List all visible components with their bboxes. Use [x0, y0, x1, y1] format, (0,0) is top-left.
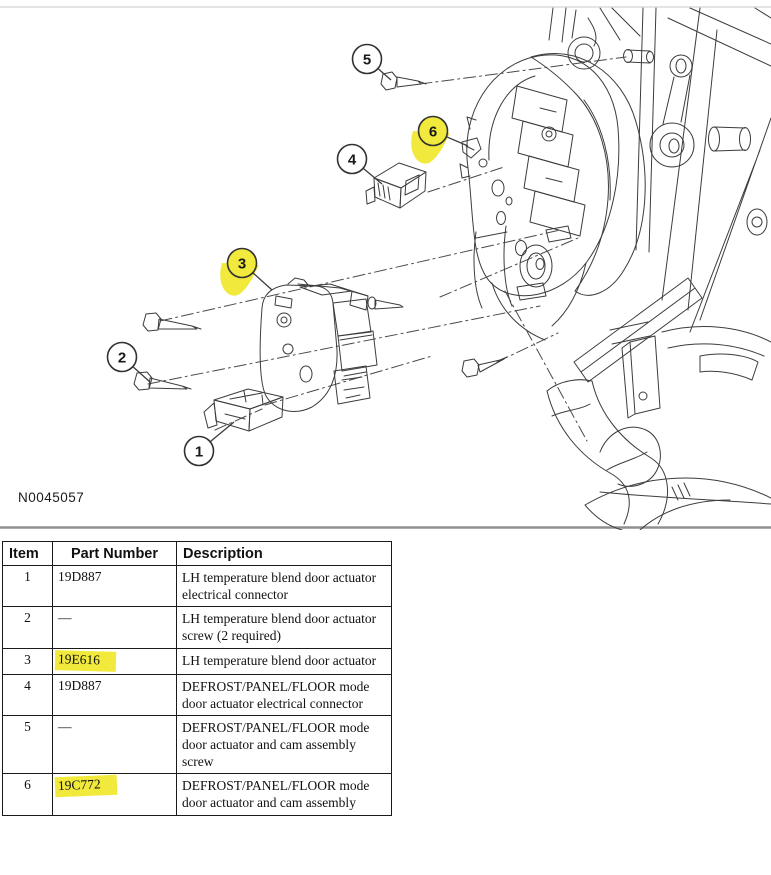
callout-leader-line: [253, 273, 272, 290]
screw-mid: [368, 297, 403, 309]
callout-3: [220, 249, 272, 296]
blend-connector: [204, 389, 283, 431]
callout-number: 3: [237, 255, 247, 273]
parts-table: [2, 541, 392, 816]
item-cell: 1: [3, 566, 53, 607]
table-row: [3, 774, 392, 815]
description-cell: DEFROST/PANEL/FLOOR mode door actuator and cam assembly screw: [177, 715, 392, 773]
table-row: [3, 648, 392, 674]
callout-leader-line: [210, 422, 234, 442]
callout-number: 5: [362, 51, 372, 69]
part-number-cell: 19D887: [53, 566, 177, 607]
callout-number: 1: [194, 443, 204, 461]
description-cell: DEFROST/PANEL/FLOOR mode door actuator and cam assembly: [177, 774, 392, 815]
callout-4: [338, 145, 383, 185]
part-number-cell: [53, 648, 177, 674]
part-number-cell: 19D887: [53, 674, 177, 715]
column-header-item: Item: [3, 542, 53, 566]
description-cell: LH temperature blend door actuator electrical connector: [177, 566, 392, 607]
table-row: [3, 715, 392, 773]
highlight-marker: 19C772: [55, 775, 118, 798]
item-cell: 4: [3, 674, 53, 715]
blend-door-actuator: [260, 278, 377, 411]
callout-2: [108, 343, 151, 383]
table-header-row: [3, 542, 392, 566]
callouts-layer: [108, 45, 469, 466]
callout-1: [185, 422, 235, 466]
figure-frame: [0, 7, 771, 528]
table-row: [3, 607, 392, 648]
description-cell: LH temperature blend door actuator: [177, 648, 392, 674]
callout-5: [353, 45, 392, 81]
part-number-cell: —: [53, 715, 177, 773]
item-cell: 6: [3, 774, 53, 815]
callout-number: 4: [347, 151, 357, 169]
callout-leader-line: [363, 168, 382, 184]
part-number-cell: [53, 774, 177, 815]
description-cell: DEFROST/PANEL/FLOOR mode door actuator electrical connector: [177, 674, 392, 715]
table-row: [3, 566, 392, 607]
item-cell: 5: [3, 715, 53, 773]
column-header-part-number: Part Number: [53, 542, 177, 566]
callout-number: 6: [428, 123, 438, 141]
parts-table-body: [3, 566, 392, 816]
callout-6: [411, 117, 468, 164]
screw-part2-upper: [143, 313, 201, 331]
mode-connector: [366, 163, 426, 208]
item-cell: 2: [3, 607, 53, 648]
column-header-description: Description: [177, 542, 392, 566]
screw-right: [462, 357, 507, 377]
callout-number: 2: [117, 349, 127, 367]
highlight-marker: 19E616: [55, 650, 117, 672]
item-cell: 3: [3, 648, 53, 674]
table-row: [3, 674, 392, 715]
description-cell: LH temperature blend door actuator screw (2 required): [177, 607, 392, 648]
figure-id-label: N0045057: [18, 490, 85, 505]
callout-leader-line: [378, 69, 391, 80]
screw-part5: [381, 72, 426, 90]
part-number-cell: —: [53, 607, 177, 648]
